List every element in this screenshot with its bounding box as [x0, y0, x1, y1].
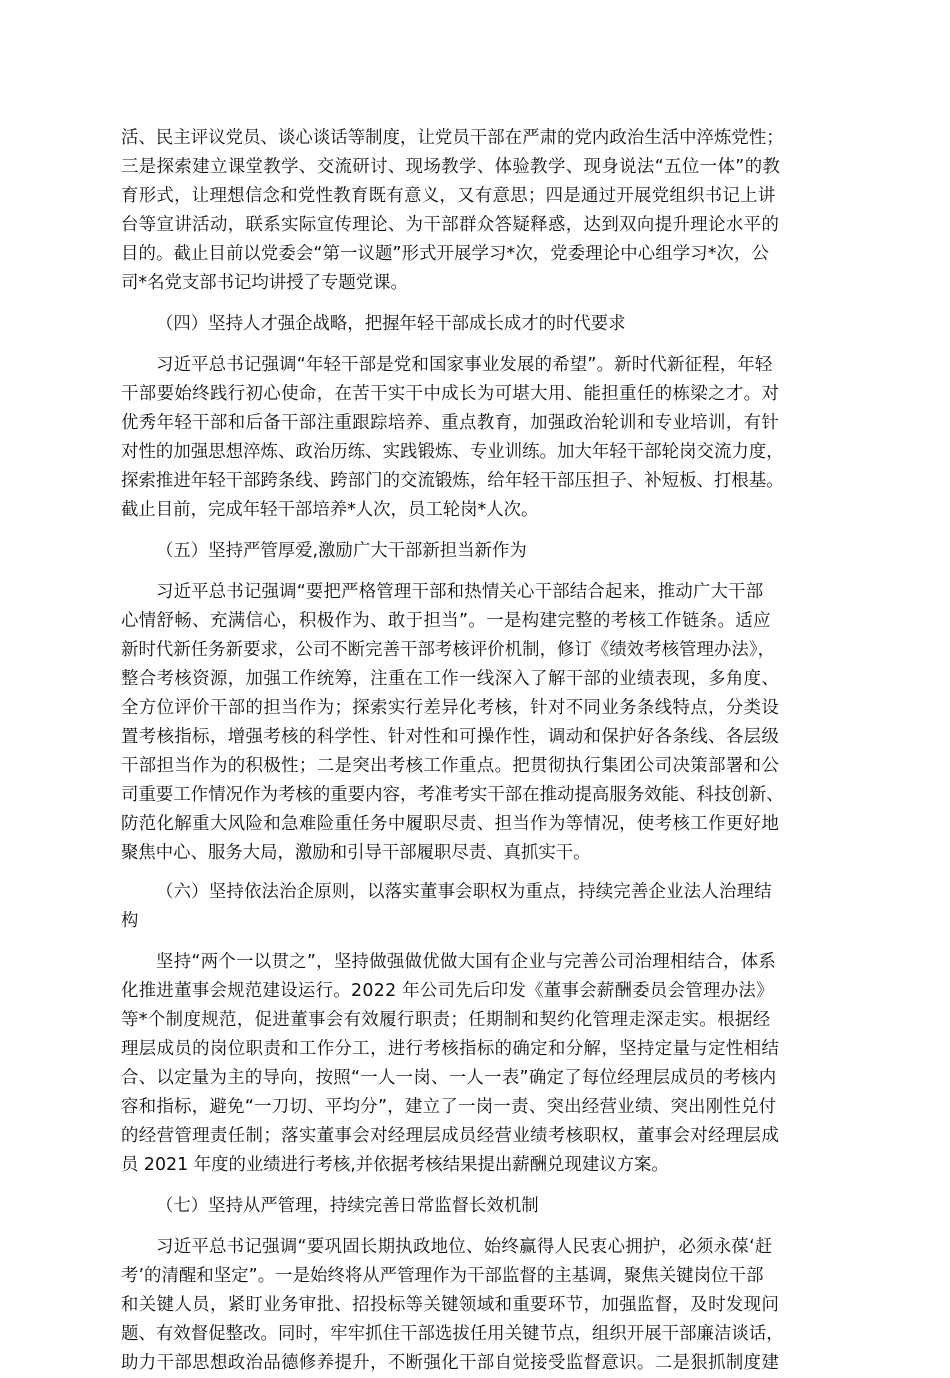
text-line: 聚焦中心、服务大局，激励和引导干部履职尽责、真抓实干。 — [121, 843, 591, 863]
text-line: 司重要工作情况作为考核的重要内容，考准考实干部在推动提高服务效能、科技创新、 — [121, 785, 784, 805]
text-line: 容和指标，避免“一刀切、平均分”，建立了一岗一责、突出经营业绩、突出刚性兑付 — [121, 1097, 777, 1117]
text-line: 目的。截止目前以党委会“第一议题”形式开展学习*次，党委理论中心组学习*次，公 — [121, 244, 769, 264]
text-line: 助力干部思想政治品德修养提升，不断强化干部自觉接受监督意识。二是狠抓制度建 — [121, 1353, 780, 1373]
text-line: 育形式，让理想信念和党性教育既有意义，又有意思；四是通过开展党组织书记上讲 — [121, 186, 776, 206]
text-line: 习近平总书记强调“年轻干部是党和国家事业发展的希望”。新时代新征程，年轻 — [156, 355, 773, 375]
heading-line: （六）坚持依法治企原则，以落实董事会职权为重点，持续完善企业法人治理结 — [156, 882, 772, 902]
text-line: 截止目前，完成年轻干部培养*人次，员工轮岗*人次。 — [121, 500, 539, 520]
text-line: 干部担当作为的积极性；二是突出考核工作重点。把贯彻执行集团公司决策部署和公 — [121, 756, 780, 776]
text-line: 防范化解重大风险和急难险重任务中履职尽责、担当作为等情况，使考核工作更好地 — [121, 814, 780, 834]
text-line: 员 2021 年度的业绩进行考核,并依据考核结果提出薪酬兑现建议方案。 — [121, 1155, 669, 1175]
text-line: 整合考核资源，加强工作统筹，注重在工作一线深入了解干部的业绩表现，多角度、 — [121, 669, 780, 689]
text-line: 台等宣讲活动，联系实际宣传理论、为干部群众答疑释惑，达到双向提升理论水平的 — [121, 215, 780, 235]
document-body — [121, 124, 833, 1378]
text-line: 等*个制度规范，促进董事会有效履行职责；任期制和契约化管理走深走实。根据经 — [121, 1010, 771, 1030]
text-line: 题、有效督促整改。同时，牢牢抓住干部选拔任用关键节点，组织开展干部廉洁谈话， — [121, 1324, 784, 1344]
text-line: 习近平总书记强调“要把严格管理干部和热情关心干部结合起来，推动广大干部 — [156, 582, 764, 602]
text-line: 和关键人员，紧盯业务审批、招投标等关键领域和重要环节，加强监督，及时发现问 — [121, 1295, 780, 1315]
text-line: 的经营管理责任制；落实董事会对经理层成员经营业绩考核职权，董事会对经理层成 — [121, 1126, 780, 1146]
text-line: 置考核指标，增强考核的科学性、针对性和可操作性，调动和保护好各条线、各层级 — [121, 727, 780, 747]
text-line: 优秀年轻干部和后备干部注重跟踪培养、重点教育，加强政治轮训和专业培训，有针 — [121, 413, 780, 433]
heading-section-7: （七）坚持从严管理，持续完善日常监督长效机制 — [156, 1196, 539, 1216]
text-line: 活、民主评议党员、谈心谈话等制度，让党员干部在严肃的党内政治生活中淬炼党性； — [121, 128, 784, 148]
text-line: 考’的清醒和坚定”。一是始终将从严管理作为干部监督的主基调，聚焦关键岗位干部 — [121, 1266, 764, 1286]
heading-section-4: （四）坚持人才强企战略，把握年轻干部成长成才的时代要求 — [156, 314, 626, 334]
text-line: 对性的加强思想淬炼、政治历练、实践锻炼、专业训练。加大年轻干部轮岗交流力度， — [121, 442, 784, 462]
paragraph-young-cadres — [121, 351, 833, 525]
paragraph-strict-management — [121, 578, 833, 868]
text-line: 司*名党支部书记均讲授了专题党课。 — [121, 273, 408, 293]
text-line: 干部要始终践行初心使命，在苦干实干中成长为可堪大用、能担重任的栋梁之才。对 — [121, 384, 780, 404]
text-line: 心情舒畅、充满信心，积极作为、敢于担当”。一是构建完整的考核工作链条。适应 — [121, 611, 771, 631]
text-line: 新时代新任务新要求，公司不断完善干部考核评价机制，修订《绩效考核管理办法》， — [121, 640, 776, 660]
text-line: 习近平总书记强调“要巩固长期执政地位、始终赢得人民衷心拥护，必须永葆‘赶 — [156, 1237, 773, 1257]
paragraph-daily-supervision — [121, 1233, 833, 1378]
heading-line: 构 — [121, 911, 139, 931]
heading-section-6 — [121, 878, 833, 936]
text-line: 化推进董事会规范建设运行。2022 年公司先后印发《董事会薪酬委员会管理办法》 — [121, 981, 774, 1001]
text-line: 全方位评价干部的担当作为；探索实行差异化考核，针对不同业务条线特点，分类设 — [121, 698, 780, 718]
paragraph-party-education — [121, 124, 833, 298]
heading-section-5: （五）坚持严管厚爱,激励广大干部新担当新作为 — [156, 541, 527, 561]
text-line: 坚持“两个一以贯之”，坚持做强做优做大国有企业与完善公司治理相结合，体系 — [156, 952, 777, 972]
paragraph-corporate-governance — [121, 948, 833, 1180]
text-line: 三是探索建立课堂教学、交流研讨、现场教学、体验教学、现身说法“五位一体”的教 — [121, 157, 781, 177]
text-line: 理层成员的岗位职责和工作分工，进行考核指标的确定和分解，坚持定量与定性相结 — [121, 1039, 780, 1059]
text-line: 合、以定量为主的导向，按照“一人一岗、一人一表”确定了每位经理层成员的考核内 — [121, 1068, 777, 1088]
text-line: 探索推进年轻干部跨条线、跨部门的交流锻炼，给年轻干部压担子、补短板、打根基。 — [121, 471, 784, 491]
